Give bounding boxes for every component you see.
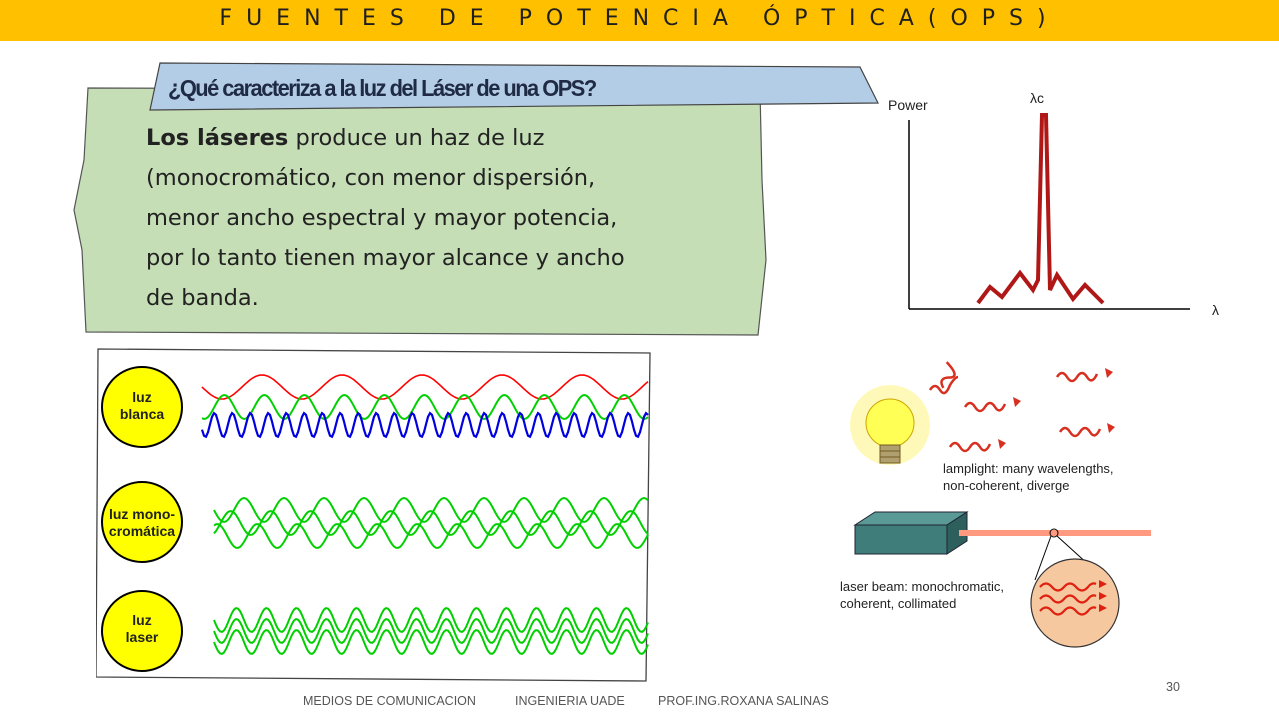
spectrum-figure [880,85,1240,325]
body-line-1: produce un haz de luz [288,125,545,151]
ray-arrowheads [998,368,1115,449]
slide-title: FUENTES DE POTENCIA ÓPTICA(OPS) [219,6,1060,31]
circle-1-line-1: luz [132,389,152,405]
body-paragraph [146,118,746,318]
circle-3-line-2: laser [125,629,159,645]
spectrum-curve [978,115,1103,303]
peak-label: λc [1030,90,1044,106]
body-line-3: menor ancho espectral y mayor potencia, [146,205,618,231]
body-line-4: por lo tanto tienen mayor alcance y ancho [146,245,625,271]
power-label: Power [888,97,928,113]
lamp-laser-figure [835,335,1165,680]
circle-3-line-1: luz [132,612,152,628]
laser-caption-2: coherent, collimated [840,596,957,611]
laser-beam [959,530,1151,536]
laser-device-icon [855,512,967,554]
footer-course: MEDIOS DE COMUNICACION [303,694,476,708]
body-bold: Los láseres [146,125,289,151]
lamp-caption-2: non-coherent, diverge [943,478,1070,493]
lightbulb-icon [850,385,930,465]
zoom-circle [1031,559,1119,647]
page-number: 30 [1166,680,1180,694]
circle-2-line-1: luz mono- [108,506,176,522]
body-line-5: de banda. [146,285,259,311]
question-heading: ¿Qué caracteriza a la luz del Láser de una OPS? [168,75,596,101]
lamp-caption-1: lamplight: many wavelengths, [943,461,1114,476]
x-axis-label: λ [1212,302,1219,318]
body-line-2: (monocromático, con menor dispersión, [146,165,596,191]
footer-school: INGENIERIA UADE [515,694,625,708]
circle-2-line-2: cromática [108,523,176,539]
waves-figure [96,347,656,687]
footer-author: PROF.ING.ROXANA SALINAS [658,694,829,708]
laser-caption-1: laser beam: monochromatic, [840,579,1005,594]
circle-1-line-2: blanca [119,406,165,422]
